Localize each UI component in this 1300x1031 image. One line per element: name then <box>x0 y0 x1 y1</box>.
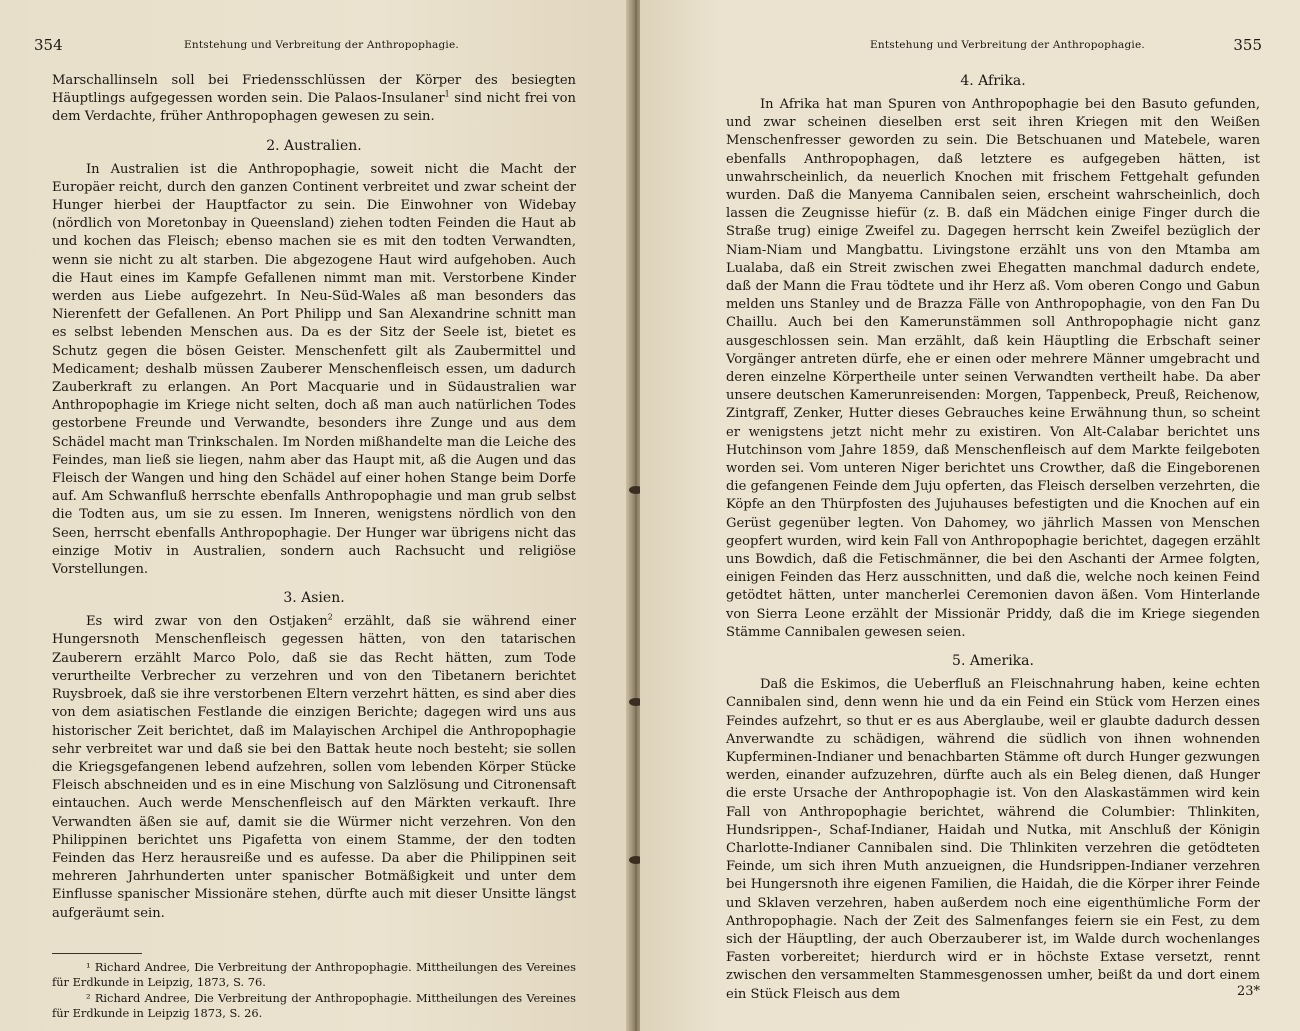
page-header-right <box>710 36 1262 58</box>
footnote-ref-2: 2 <box>327 612 333 622</box>
paragraph-asien <box>52 613 576 922</box>
asien-text-b: erzählt, daß sie während einer Hungersnoth Menschenfleisch gegessen hätten, von den tatarischen Zauberern erzählt Marco Polo, daß sie das Recht hätten, zum Tode verurtheilte Verbrecher zu verzehren und von den Tibetanern berichtet Ruysbroek, daß sie ihre verstorbenen Eltern verzehrt hätten, es sind aber dies von dem asiatischen Festlande die einzigen Berichte; dagegen wird uns aus historischer Zeit berichtet, daß im Malayischen Archipel die Anthropophagie sehr verbreitet war und daß sie bei den Battak heute noch besteht; sie sollen die Kriegsgefangenen lebend aufzehren, sollen vom lebenden Körper Stücke Fleisch abschneiden und es in eine Mischung von Salzlösung und Citronensaft eintauchen. Auch werde Menschenfleisch auf den Märkten verkauft. Ihre Verwandten äßen sie auf, damit sie die Würmer nicht verzehren. Von den Philippinen berichtet uns Pigafetta von einem Stamme, der den todten Feinden das Herz herausreiße und es aufesse. Da aber die Philippinen seit mehreren Jahrhunderten unter spanischer Botmäßigkeit und unter dem Einflusse spanischer Missionäre stehen, dürfte auch mit dieser Unsitte längst aufgeräumt sein. <box>52 614 576 921</box>
paragraph-afrika: In Afrika hat man Spuren von Anthropophagie bei den Basuto gefunden, und zwar scheinen dieselben erst seit ihren Kriegen mit den Weißen Menschenfresser geworden zu sein. Die Betschuanen und Matebele, waren ebenfalls Anthropophagen, daß letztere es aufgegeben hätten, ist unwahrscheinlich, da neuerlich Knochen mit frischem Fettgehalt gefunden wurden. Daß die Manyema Cannibalen seien, erscheint wahrscheinlich, doch lassen die Zeugnisse hiefür (z. B. daß ein Mädchen einige Finger durch die Straße trug) einige Zweifel zu. Dagegen herrscht kein Zweifel bezüglich der Niam-Niam und Mangbattu. Livingstone erzählt uns von den Mtamba am Lualaba, daß ein Streit zwischen zwei Ehegatten manchmal dadurch endete, daß der Mann die Frau tödtete und ihr Herz aß. Vom oberen Congo und Gabun melden uns Stanley und de Brazza Fälle von Anthropophagie, von den Fan Du Chaillu. Auch bei den Kamerunstämmen soll Anthropophagie nicht ganz ausgeschlossen sein. Man erzählt, daß kein Häuptling die Erbschaft seiner Vorgänger antreten dürfe, ehe er einen oder mehrere Männer umgebracht und deren einzelne Körpertheile unter seinen Verwandten vertheilt habe. Da aber unsere deutschen Kamerunreisenden: Morgen, Tappenbeck, Preuß, Reichenow, Zintgraff, Zenker, Hutter dieses Gebrauches keine Erwähnung thun, so scheint er wenigstens jetzt nicht mehr zu existiren. Von Alt-Calabar berichtet uns Hutchinson vom Jahre 1859, daß Menschenfleisch auf dem Markte feilgeboten worden sei. Vom unteren Niger berichtet uns Crowther, daß die Eingeborenen die gefangenen Feinde dem Juju opferten, das Fleisch derselben verzehrten, die Köpfe an den Thürpfosten des Jujuhauses befestigten und die Knochen auf ein Gerüst gegenüber legten. Von Dahomey, wo jährlich Massen von Menschen geopfert wurden, wird kein Fall von Anthropophagie berichtet, dagegen erzählt uns Bowdich, daß die Fetischmänner, die bei den Aschanti der Armee folgten, einigen Feinden das Herz ausschnitten, und daß die, welche noch keinen Feind getödtet hätten, unter mancherlei Ceremonien davon äßen. Vom Hinterlande von Sierra Leone erzählt der Missionär Priddy, daß die im Kriege siegenden Stämme Cannibalen gewesen seien. <box>726 97 1260 640</box>
intro-text-end: sind nicht frei von dem Verdachte, früher Anthropophagen gewesen zu sein. <box>52 91 576 125</box>
section-heading-asien: 3. Asien. <box>283 590 345 607</box>
page-header-left <box>34 36 592 58</box>
paragraph-intro <box>52 72 576 127</box>
paragraph-australien: In Australien ist die Anthropophagie, soweit nicht die Macht der Europäer reicht, durch den ganzen Continent verbreitet und zwar scheint der Hunger hierbei der Hauptfactor zu sein. Die Einwohner von Widebay (nördlich von Moretonbay in Queensland) ziehen todten Feinden die Haut ab und kochen das Fleisch; ebenso machen sie es mit den todten Verwandten, wenn sie nicht zu alt starben. Die abgezogene Haut wird aufgehoben. Auch die Haut eines im Kampfe Gefallenen nimmt man mit. Verstorbene Kinder werden aus Liebe aufgezehrt. In Neu-Süd-Wales aß man besonders das Nierenfett der Gefallenen. An Port Philipp und San Alexandrine schnitt man es selbst lebenden Menschen aus. Da es der Sitz der Seele ist, bietet es Schutz gegen die bösen Geister. Menschenfett gilt als Zaubermittel und Medicament; deshalb müssen Zauberer Menschenfleisch essen, um dadurch Zauberkraft zu erlangen. An Port Macquarie und in Südaustralien war Anthropophagie im Kriege nicht selten, doch aß man auch natürlichen Todes gestorbene Freunde und Verwandte, besonders ihre Zunge und aus dem Schädel macht man Trinkschalen. Im Norden mißhandelte man die Leiche des Feindes, man ließ sie liegen, nahm aber das Haupt mit, aß die Augen und das Fleisch der Wangen und hing den Schädel auf einer hohen Stange beim Dorfe auf. Am Schwanfluß herrschte ebenfalls Anthropophagie und man grub selbst die Todten aus, um sie zu essen. Im Inneren, wenigstens nördlich von den Seen, herrscht ebenfalls Anthropophagie. Der Hunger war übrigens nicht das einzige Motiv in Australien, sondern auch Rachsucht und religiöse Vorstellungen. <box>52 161 576 578</box>
page-number-left: 354 <box>34 36 63 54</box>
section-heading-australien: 2. Australien. <box>266 137 362 154</box>
page-body-right <box>726 72 1260 1004</box>
page-body-left <box>52 72 576 1022</box>
paragraph-amerika: Daß die Eskimos, die Ueberfluß an Fleischnahrung haben, keine echten Cannibalen sind, denn wenn hie und da ein Feind ein Stück vom Herzen eines Feindes aufzehrt, so thut er es aus Aberglaube, weil er glaubte dadurch dessen Anverwandte zu schädigen, während die südlich von ihnen wohnenden Kupferminen-Indianer und benachbarten Stämme oft durch Hunger gezwungen werden, einander aufzuzehren, dürfte auch als ein Beleg dienen, daß Hunger die erste Ursache der Anthropophagie ist. Von den Alaskastämmen wird kein Fall von Anthropophagie berichtet, während die Columbier: Thlinkiten, Hundsrippen-, Schaf-Indianer, Haidah und Nutka, mit Anschluß der Königin Charlotte-Indianer Cannibalen sind. Die Thlinkiten verzehren die getödteten Feinde, um sich ihren Muth anzueignen, die Hundsrippen-Indianer verzehren bei Hungersnoth ihre eigenen Familien, die Haidah, die die Körper ihrer Feinde und Sklaven verzehren, haben außerdem noch eine eigenthümliche Form der Anthropophagie. Nach der Zeit des Salmenfanges feiern sie ein Fest, zu dem sich der Häuptling, der auch Oberzauberer ist, im Walde durch wochenlanges Fasten vorbereitet; hierdurch wird er in höchste Extase versetzt, rennt zwischen den versammelten Stammesgenossen umher, beißt da und dort einem ein Stück Fleisch aus dem <box>726 677 1260 1002</box>
running-title-left: Entstehung und Verbreitung der Anthropophagie. <box>184 39 459 51</box>
intro-text: Marschallinseln soll bei Friedensschlüssen der Körper des besiegten Häuptlings aufgegessen worden sein. Die Palaos-Insulaner <box>52 73 576 107</box>
footnote-2: ² Richard Andree, Die Verbreitung der Anthropophagie. Mittheilungen des Vereines für Erdkunde in Leipzig 1873, S. 26. <box>52 990 576 1021</box>
running-title-right: Entstehung und Verbreitung der Anthropophagie. <box>870 39 1145 51</box>
section-heading-afrika: 4. Afrika. <box>960 73 1026 89</box>
page-354 <box>0 0 632 1031</box>
footnote-ref-1: 1 <box>444 89 450 99</box>
page-355 <box>640 0 1300 1031</box>
signature-mark: 23* <box>1236 984 1260 999</box>
asien-text-a: Es wird zwar von den Ostjaken <box>86 614 328 630</box>
footnote-rule <box>52 953 142 954</box>
section-heading-amerika: 5. Amerika. <box>952 653 1034 670</box>
footnote-1: ¹ Richard Andree, Die Verbreitung der Anthropophagie. Mittheilungen des Vereines für Erdkunde in Leipzig, 1873, S. 76. <box>52 959 576 990</box>
page-number-right: 355 <box>1233 36 1262 54</box>
